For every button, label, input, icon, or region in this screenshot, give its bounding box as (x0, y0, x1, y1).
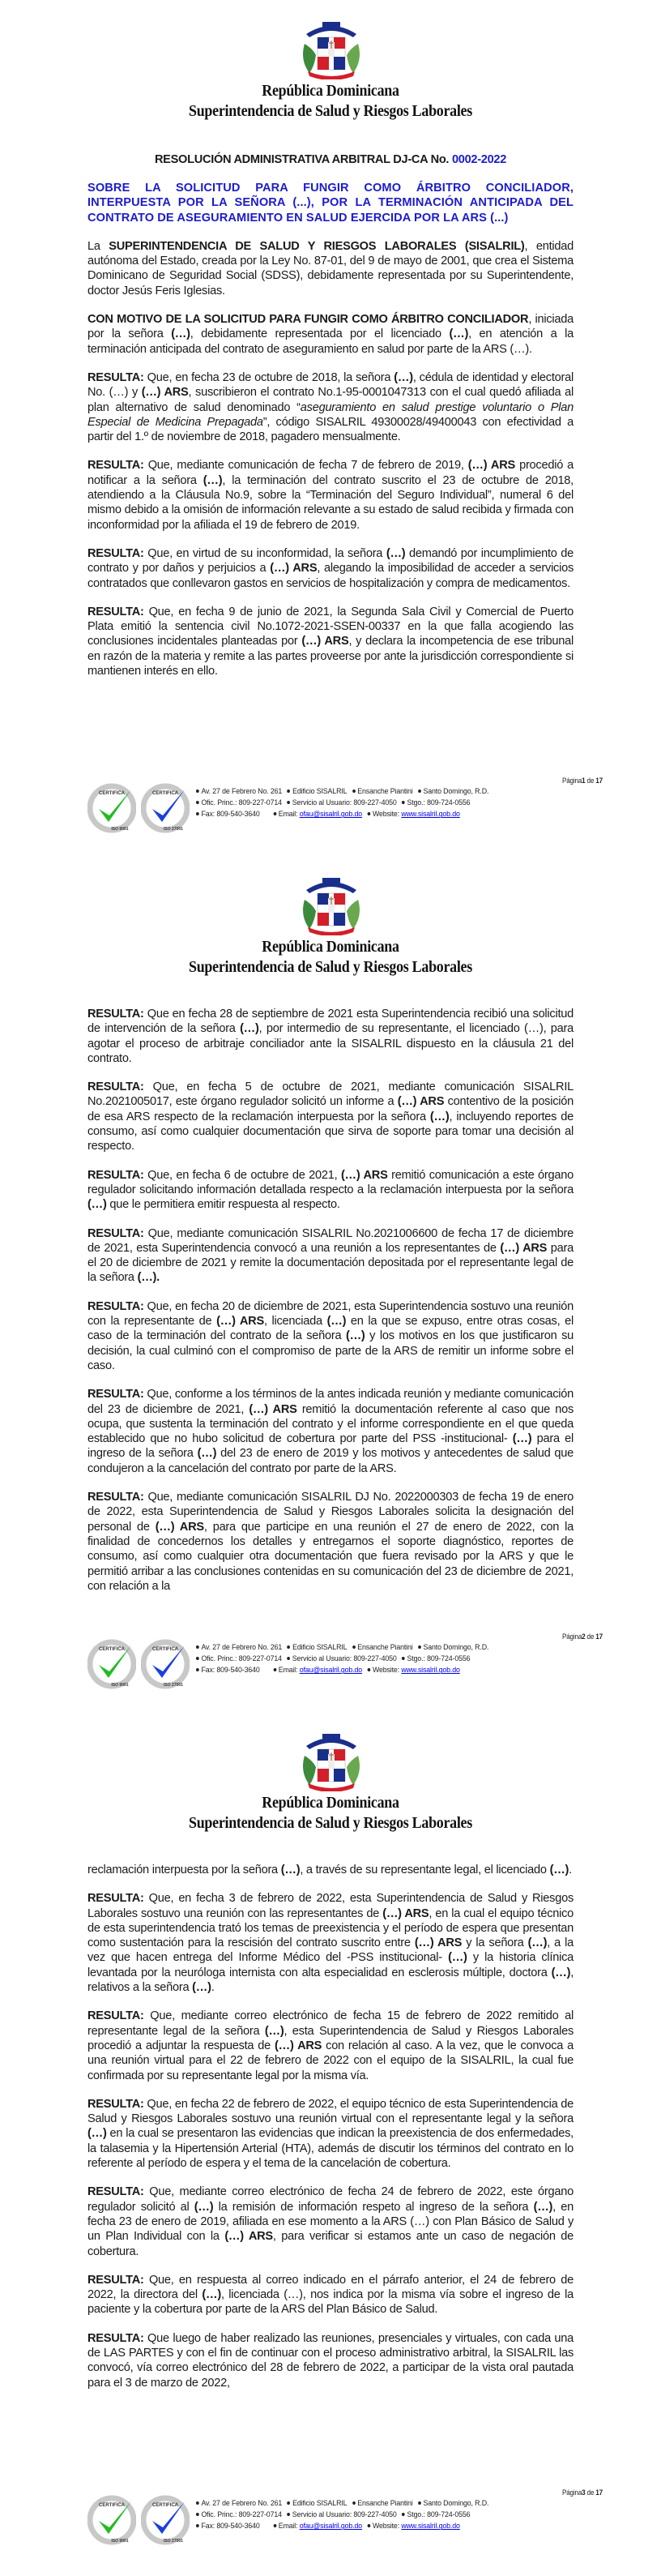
footer-web-line: Fax: 809-540-3640 Email: ofau@sisalril.gob.do Website: www.sisalril.gob.do (196, 2521, 494, 2532)
iso-27001-certification-badge-icon (141, 2493, 190, 2547)
website-link[interactable]: www.sisalril.gob.do (401, 2522, 460, 2531)
svg-text:ISO 9001: ISO 9001 (111, 1683, 129, 1688)
website-link[interactable]: www.sisalril.gob.do (401, 810, 460, 819)
footer-web-line: Fax: 809-540-3640 Email: ofau@sisalril.gob.do Website: www.sisalril.gob.do (196, 809, 494, 820)
svg-text:ISO 27001: ISO 27001 (164, 2539, 183, 2544)
certification-badges (87, 1636, 188, 1692)
iso-9001-certification-badge-icon (87, 2493, 136, 2547)
page-2 (0, 856, 661, 1712)
certification-badges (87, 2492, 188, 2548)
paragraph-list (87, 1863, 574, 2390)
page-1-body (87, 152, 574, 692)
footer-contact (196, 786, 494, 821)
coat-of-arms-icon (298, 875, 365, 935)
paragraph: RESULTA: Que, en fecha 20 de diciembre de 2021, esta Superintendencia sostuvo una reunión con la representante de (…) ARS, licenciada (…) en la que se expuso, entre otras cosas, el caso de la terminación del contrato de la señora (…) y los motivos en los que justificaron su decisión, la cual culminó con el compromiso de parte de la ARS de remitir un informe sobre el caso. (87, 1299, 574, 1372)
paragraph: RESULTA: Que, mediante comunicación de fecha 7 de febrero de 2019, (…) ARS procedió a notificar a la señora (…), la terminación del contrato suscrito el 23 de octubre de 2018, atendiendo a la Cláusula No.9, sobre la “Terminación del Seguro Individual”, numeral 6 del mismo debido a la omisión de información relevante a su estado de salud recibida y firmada con inconformidad por la afiliada el 19 de febrero de 2019. (87, 459, 574, 532)
paragraph: CON MOTIVO DE LA SOLICITUD PARA FUNGIR COMO ÁRBITRO CONCILIADOR, iniciada por la señora (…), debidamente representada por el licenciado (…), en atención a la terminación anticipada del contrato de aseguramiento en salud por parte de la ARS (…). (87, 313, 574, 356)
iso-27001-certification-badge-icon (141, 781, 190, 835)
header-country: República Dominicana (262, 939, 399, 956)
iso-27001-certification-badge-icon (141, 1637, 190, 1691)
header-institution: Superintendencia de Salud y Riesgos Laborales (189, 959, 472, 976)
paragraph-list (87, 1007, 574, 1594)
paragraph: RESULTA: Que, en respuesta al correo indicado en el párrafo anterior, el 24 de febrero de 2022, la directora del (…), licenciada (…), nos indica por la misma vía sobre el ingreso de la paciente y la cobertura por parte de la ARS del Plan Básico de Salud. (87, 2273, 574, 2317)
paragraph-list (87, 239, 574, 678)
resolution-number: 0002-2022 (451, 153, 507, 166)
resolution-prefix: RESOLUCIÓN ADMINISTRATIVA ARBITRAL DJ-CA No. (154, 153, 452, 166)
header-institution: Superintendencia de Salud y Riesgos Laborales (189, 103, 472, 120)
paragraph: RESULTA: Que, conforme a los términos de la antes indicada reunión y mediante comunicación del 23 de diciembre de 2021, (…) ARS remitió la documentación referente al caso que nos ocupa, que sustenta la terminación del contrato y el informe correspondiente en el que queda establecido que no hubo solicitud de cobertura por parte del PSS -institucional- (…) para el ingreso de la señora (…) del 23 de enero de 2019 y los motivos y antecedentes de salud que condujeron a la cancelación del contrato por parte de la ARS. (87, 1388, 574, 1475)
svg-text:CERTIFICA: CERTIFICA (152, 1647, 178, 1652)
iso-9001-certification-badge-icon (87, 1637, 136, 1691)
page-3-body (87, 1863, 574, 2404)
footer-contact (196, 1642, 494, 1677)
footer-web-line: Fax: 809-540-3640 Email: ofau@sisalril.gob.do Website: www.sisalril.gob.do (196, 1665, 494, 1676)
coat-of-arms-icon (298, 19, 365, 79)
paragraph: RESULTA: Que, en fecha 9 de junio de 2021, la Segunda Sala Civil y Comercial de Puerto Plata emitió la sentencia civil No.1072-2021-SSEN-00337 en la que falla acogiendo las conclusiones incidentales planteadas por (…) ARS, y declara la incompetencia de ese tribunal en razón de la materia y remite a las partes proveerse por ante la jurisdicción correspondiente si mantienen interés en ello. (87, 605, 574, 678)
header-country: República Dominicana (262, 83, 399, 100)
header-country: República Dominicana (262, 1795, 399, 1812)
svg-text:ISO 27001: ISO 27001 (164, 1683, 183, 1688)
page-number: Página3 de 17 (562, 2488, 603, 2497)
svg-text:CERTIFICA: CERTIFICA (99, 1647, 125, 1652)
email-link[interactable]: ofau@sisalril.gob.do (299, 2522, 363, 2531)
footer-phone-line: Ofic. Princ.: 809-227-0714 Servicio al Usuario: 809-227-4050 Stgo.: 809-724-0556 (196, 2510, 494, 2521)
svg-text:ISO 27001: ISO 27001 (164, 827, 183, 832)
svg-text:ISO 9001: ISO 9001 (111, 2539, 129, 2544)
footer-address-line: Av. 27 de Febrero No. 261 Edificio SISALRIL Ensanche Piantini Santo Domingo, R.D. (196, 786, 494, 798)
paragraph: RESULTA: Que, mediante correo electrónico de fecha 15 de febrero de 2022 remitido al representante legal de la señora (…), esta Superintendencia de Salud y Riesgos Laborales procedió a adjuntar la respuesta de (…) ARS con relación al caso. A la vez, que le convoca a una reunión virtual para el 22 de febrero de 2022 con el equipo de la SISALRIL, la cual fue confirmada por su representante legal por la misma vía. (87, 2009, 574, 2082)
paragraph: RESULTA: Que, en fecha 6 de octubre de 2021, (…) ARS remitió comunicación a este órgano regulador solicitando información detallada respecto a la reclamación interpuesta por la señora (…) que le permitiera emitir respuesta al respecto. (87, 1168, 574, 1212)
footer-address-line: Av. 27 de Febrero No. 261 Edificio SISALRIL Ensanche Piantini Santo Domingo, R.D. (196, 1642, 494, 1654)
svg-text:ISO 9001: ISO 9001 (111, 827, 129, 832)
paragraph: RESULTA: Que luego de haber realizado las reuniones, presenciales y virtuales, con cada una de LAS PARTES y con el fin de continuar con el proceso administrativo arbitral, la SISALRIL las convocó, vía correo electrónico del 28 de febrero de 2022, a participar de la vista oral pautada para el 3 de marzo de 2022, (87, 2331, 574, 2390)
paragraph: RESULTA: Que, mediante correo electrónico de fecha 24 de febrero de 2022, este órgano regulador solicitó al (…) la remisión de información respeto al ingreso de la señora (…), en fecha 23 de enero de 2019, afiliada en ese momento a la ARS (…) con Plan Básico de Salud y un Plan Individual con la (…) ARS, para verificar si estamos ante un caso de negación de cobertura. (87, 2185, 574, 2258)
paragraph: RESULTA: Que en fecha 28 de septiembre de 2021 esta Superintendencia recibió una solicitud de intervención de la señora (…), por intermedio de su representante, el licenciado (…), para agotar el proceso de arbitraje conciliador ante la SISALRIL dispuesto en la cláusula 21 del contrato. (87, 1008, 574, 1065)
paragraph: RESULTA: Que, en fecha 23 de octubre de 2018, la señora (…), cédula de identidad y electoral No. (…) y (…) ARS, suscribieron el contrato No.1-95-0001047313 con el cual quedó afiliada al plan alternativo de salud denominado “aseguramiento en salud prestige voluntario o Plan Especial de Medicina Prepagada”, código SISALRIL 49300028/49400043 con efectividad a partir del 1.º de noviembre de 2018, pagadero mensualmente. (87, 370, 574, 444)
paragraph: RESULTA: Que, mediante comunicación SISALRIL DJ No. 2022000303 de fecha 19 de enero de 2022, esta Superintendencia de Salud y Riesgos Laborales solicita la designación del personal de (…) ARS, para que participe en una reunión el 27 de enero de 2022, con la finalidad de concedernos los detalles y entregarnos el soporte diagnóstico, reportes de consumo, así como cualquier otra documentación que fuera revisado por la ARS y que le permitió arribar a las conclusiones contenidas en su comunicación del 23 de diciembre de 2021, con relación a la (87, 1491, 574, 1593)
paragraph: RESULTA: Que, en fecha 5 de octubre de 2021, mediante comunicación SISALRIL No.2021005017, este órgano regulador solicitó un informe a (…) ARS contentivo de la posición de esa ARS respecto de la reclamación interpuesta por la señora (…), incluyendo reportes de consumo, así como cualquier documentación que sirva de soporte para tomar una decisión al respecto. (87, 1080, 574, 1153)
certification-badges (87, 780, 188, 837)
resolution-subject: SOBRE LA SOLICITUD PARA FUNGIR COMO ÁRBITRO CONCILIADOR, INTERPUESTA POR LA SEÑORA (...), POR LA TERMINACIÓN ANTICIPADA DEL CONTRATO DE ASEGURAMIENTO EN SALUD EJERCIDA POR LA ARS (...) (87, 182, 574, 225)
footer-phone-line: Ofic. Princ.: 809-227-0714 Servicio al Usuario: 809-227-4050 Stgo.: 809-724-0556 (196, 1654, 494, 1665)
footer-contact (196, 2498, 494, 2533)
svg-text:CERTIFICA: CERTIFICA (99, 2503, 125, 2508)
paragraph: RESULTA: Que, mediante comunicación SISALRIL No.2021006600 de fecha 17 de diciembre de 2021, esta Superintendencia convocó a una reunión a los representantes de (…) ARS para el 20 de diciembre de 2021 y remite la documentación depositada por el representante legal de la señora (…). (87, 1226, 574, 1285)
coat-of-arms-icon (298, 1731, 365, 1791)
page-number: Página1 de 17 (562, 777, 603, 785)
paragraph: RESULTA: Que, en virtud de su inconformidad, la señora (…) demandó por incumplimiento de contrato y por daños y perjuicios a (…) ARS, alegando la imposibilidad de acceder a servicios contratados que conllevaron gastos en servicios de hospitalización y compra de medicamentos. (87, 546, 574, 590)
svg-text:CERTIFICA: CERTIFICA (152, 2503, 178, 2508)
email-link[interactable]: ofau@sisalril.gob.do (299, 810, 363, 819)
page-1 (0, 0, 661, 856)
page-number: Página2 de 17 (562, 1632, 603, 1641)
page-3 (0, 1712, 661, 2568)
header-institution: Superintendencia de Salud y Riesgos Laborales (189, 1815, 472, 1832)
paragraph: La SUPERINTENDENCIA DE SALUD Y RIESGOS LABORALES (SISALRIL), entidad autónoma del Estado, creada por la Ley No. 87-01, del 9 de mayo de 2001, que crea el Sistema Dominicano de Seguridad Social (SDSS), debidamente representada por su Superintendente, doctor Jesús Feris Iglesias. (87, 239, 574, 297)
page-2-body (87, 1007, 574, 1607)
resolution-title (87, 152, 574, 167)
svg-text:CERTIFICA: CERTIFICA (99, 791, 125, 796)
footer-phone-line: Ofic. Princ.: 809-227-0714 Servicio al Usuario: 809-227-4050 Stgo.: 809-724-0556 (196, 798, 494, 809)
paragraph: RESULTA: Que, en fecha 3 de febrero de 2022, esta Superintendencia de Salud y Riesgos Laborales sostuvo una reunión con las representantes de (…) ARS, en la cual el equipo técnico de esta superintendencia trató los temas de preexistencia y el período de espera que presentan como sustentación para la rescisión del contrato suscrito entre (…) ARS y la señora (…), a la vez que hacen entrega del Informe Médico del -PSS institucional- (…) y la historia clínica levantada por la neuróloga internista con alta especialidad en esclerosis múltiple, doctora (…), relativos a la señora (…). (87, 1892, 574, 1995)
paragraph: reclamación interpuesta por la señora (…), a través de su representante legal, el licenciado (…). (87, 1864, 572, 1876)
footer-address-line: Av. 27 de Febrero No. 261 Edificio SISALRIL Ensanche Piantini Santo Domingo, R.D. (196, 2498, 494, 2510)
website-link[interactable]: www.sisalril.gob.do (401, 1666, 460, 1675)
iso-9001-certification-badge-icon (87, 781, 136, 835)
email-link[interactable]: ofau@sisalril.gob.do (299, 1666, 363, 1675)
paragraph: RESULTA: Que, en fecha 22 de febrero de 2022, el equipo técnico de esta Superintendencia de Salud y Riesgos Laborales sostuvo una reunión virtual con el representante legal y la señora (…) en la cual se presentaron las evidencias que indican la preexistencia de dos enfermedades, la talasemia y la Hipertensión Arterial (HTA), además de discutir los términos del contrato en lo referente al período de espera y el tema de la cancelación de cobertura. (87, 2097, 574, 2171)
svg-text:CERTIFICA: CERTIFICA (152, 791, 178, 796)
